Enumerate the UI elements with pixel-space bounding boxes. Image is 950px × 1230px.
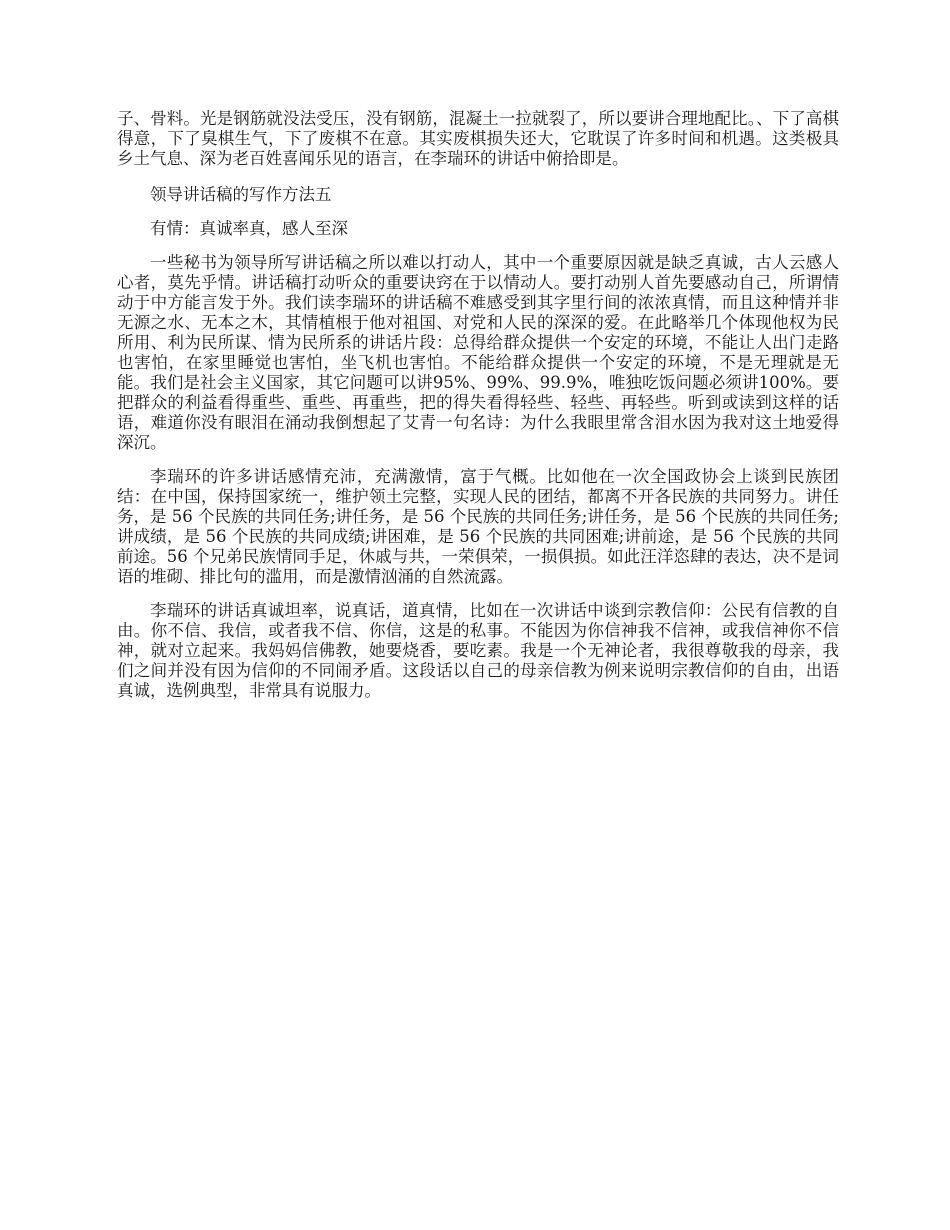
intro-paragraph: 子、骨料。光是钢筋就没法受压，没有钢筋，混凝土一拉就裂了，所以要讲合理地配比。、下了高棋得意，下了臭棋生气，下了废棋不在意。其实废棋损失还大，它耽误了许多时间和机遇。这类极具乡土气息、深为老百姓喜闻乐见的语言，在李瑞环的讲话中俯拾即是。 xyxy=(117,109,839,168)
body-paragraph-1: 一些秘书为领导所写讲话稿之所以难以打动人，其中一个重要原因就是缺乏真诚，古人云感人心者，莫先乎情。讲话稿打动听众的重要诀窍在于以情动人。要打动别人首先要感动自己，所谓情动于中方能言发于外。我们读李瑞环的讲话稿不难感受到其字里行间的浓浓真情，而且这种情并非无源之水、无本之木，其情植根于他对祖国、对党和人民的深深的爱。在此略举几个体现他权为民所用、利为民所谋、情为民所系的讲话片段：总得给群众提供一个安定的环境，不能让人出门走路也害怕，在家里睡觉也害怕，坐飞机也害怕。不能给群众提供一个安定的环境，不是无理就是无能。我们是社会主义国家，其它问题可以讲95%、99%、99.9%，唯独吃饭问题必须讲100%。要把群众的利益看得重些、重些、再重些，把的得失看得轻些、轻些、再轻些。听到或读到这样的话语，难道你没有眼泪在涌动我倒想起了艾青一句名诗：为什么我眼里常含泪水因为我对这土地爱得深沉。 xyxy=(117,253,839,452)
body-paragraph-2: 李瑞环的许多讲话感情充沛，充满激情，富于气概。比如他在一次全国政协会上谈到民族团结：在中国，保持国家统一，维护领土完整，实现人民的团结，都离不开各民族的共同努力。讲任务，是 56 个民族的共同任务;讲任务，是 56 个民族的共同任务;讲任务，是 56 个民族的共同任务;讲成绩，是 56 个民族的共同成绩;讲困难，是 56 个民族的共同困难;讲前途，是 56 个民族的共同前途。56 个兄弟民族情同手足，休戚与共，一荣俱荣，一损俱损。如此汪洋恣肆的表达，决不是词语的堆砌、排比句的滥用，而是激情汹涌的自然流露。 xyxy=(117,467,839,586)
section-title: 领导讲话稿的写作方法五 xyxy=(150,185,332,204)
section-subtitle: 有情：真诚率真，感人至深 xyxy=(150,219,348,238)
document-page xyxy=(117,109,839,715)
body-paragraph-3: 李瑞环的讲话真诚坦率，说真话，道真情，比如在一次讲话中谈到宗教信仰：公民有信教的自由。你不信、我信，或者我不信、你信，这是的私事。不能因为你信神我不信神，或我信神你不信神，就对立起来。我妈妈信佛教，她要烧香，要吃素。我是一个无神论者，我很尊敬我的母亲，我们之间并没有因为信仰的不同闹矛盾。这段话以自己的母亲信教为例来说明宗教信仰的自由，出语真诚，选例典型，非常具有说服力。 xyxy=(117,601,839,700)
